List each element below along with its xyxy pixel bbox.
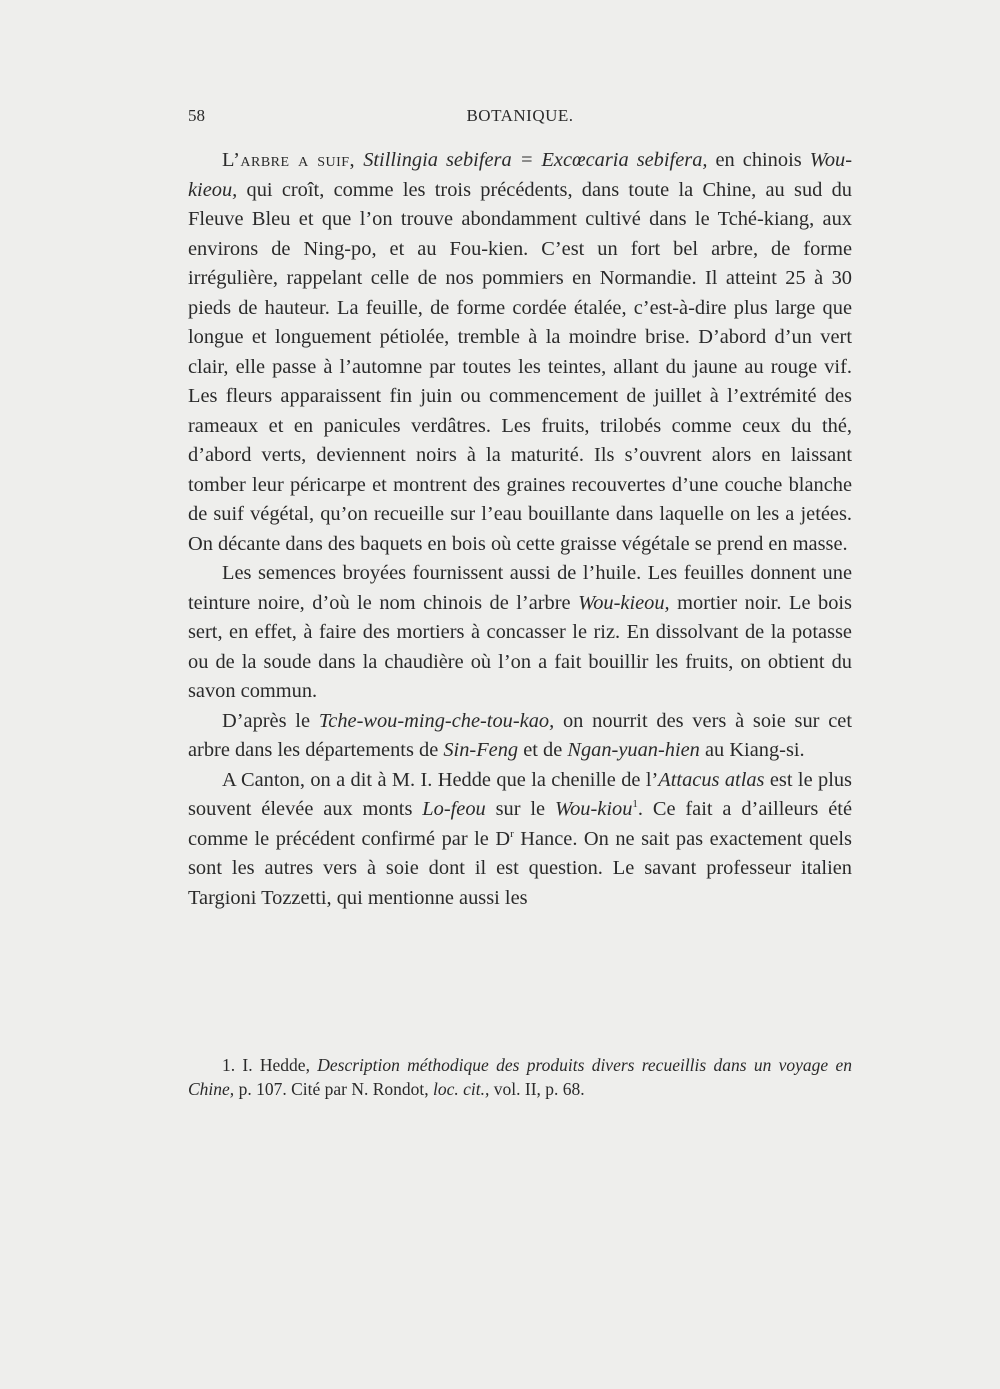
text-run: mortier noir. Le bois sert, en effet, à faire des mortiers à concasser le riz. En dissolvant de la potasse ou de la soude dans la chaudière où l’on a fait bouillir les fruits, on obtient du savon commun. bbox=[188, 591, 852, 702]
text-run: est le plus souvent élevée aux monts bbox=[188, 768, 852, 820]
superscript: r bbox=[510, 827, 514, 840]
italic-text: Sin-Feng bbox=[443, 739, 519, 761]
italic-text: Wou-kiou bbox=[554, 798, 633, 820]
text-run: qui croît, comme les trois précédents, dans toute la Chine, au sud du Fleuve Bleu et que l’on trouve abondamment cultivé dans le Tché-kiang, aux environs de Ning-po, et au Fou-kien. C’est un fort bel arbre, de forme irrégulière, rappelant celle de nos pommiers en Normandie. Il atteint 25 à 30 pieds de hauteur. La feuille, de forme cordée étalée, c’est-à-dire plus large que longue et longuement pétiolée, tremble à la moindre brise. D’abord d’un vert clair, elle passe à l’automne par toutes les teintes, allant du jaune au rouge vif. Les fleurs apparaissent fin juin ou commencement de juillet à l’extrémité des rameaux et en panicules verdâtres. Les fruits, trilobés comme ceux du thé, d’abord verts, deviennent noirs à la maturité. Ils s’ouvrent alors en laissant tomber leur péricarpe et montrent des graines recouvertes d’une couche blanche de suif végétal, qu’on recueille sur l’eau bouillante dans laquelle on les a jetées. On décante dans des baquets en bois où cette graisse végétale se prend en masse. bbox=[188, 178, 852, 555]
text-run: 1. I. Hedde, bbox=[222, 1055, 318, 1075]
italic-text: Wou-kieou, bbox=[188, 149, 852, 201]
text-run: sur le bbox=[485, 798, 555, 820]
paragraph bbox=[188, 707, 852, 766]
body-text bbox=[188, 146, 852, 913]
italic-text: Wou-kieou, bbox=[578, 591, 670, 614]
paragraph bbox=[188, 146, 852, 559]
text-run bbox=[355, 149, 363, 171]
text-run: Les semences broyées fournissent aussi de l’huile. Les feuilles donnent une teinture noire, d’où le nom chinois de l’arbre bbox=[188, 562, 852, 614]
text-run: . Ce fait a d’ailleurs été comme le précédent confirmé par le D bbox=[188, 798, 852, 850]
running-title: BOTANIQUE. bbox=[466, 106, 574, 125]
paragraph bbox=[188, 559, 852, 707]
text-run: D’après le bbox=[222, 709, 319, 732]
text-run: on nourrit des vers à soie sur cet arbre dans les départements de bbox=[188, 709, 853, 761]
text-run: Hance. On ne sait pas exactement quels sont les autres vers à soie dont il est question. Le savant professeur italien Targioni Tozzetti, qui mentionne aussi les bbox=[188, 827, 852, 909]
italic-text: Tche-wou-ming-che-tou-kao, bbox=[318, 709, 555, 732]
lead-smallcaps: L’arbre a suif, bbox=[222, 149, 356, 171]
footnotes bbox=[188, 1053, 852, 1101]
italic-text: Attacus atlas bbox=[658, 768, 765, 791]
text-run: en chinois bbox=[707, 149, 810, 171]
italic-text: Stillingia sebifera = Excœcaria sebifera, bbox=[363, 149, 708, 171]
italic-text: Ngan-yuan-hien bbox=[567, 739, 700, 761]
footnote bbox=[188, 1053, 852, 1101]
text-run: et de bbox=[518, 739, 568, 761]
paragraph bbox=[188, 766, 852, 914]
superscript: 1 bbox=[632, 798, 638, 811]
text-run: A Canton, on a dit à M. I. Hedde que la chenille de l’ bbox=[222, 768, 659, 791]
italic-text: Lo-feou bbox=[422, 798, 486, 820]
italic-text: Description méthodique des produits divers recueillis dans un voyage en Chine, bbox=[188, 1055, 852, 1099]
text-run: au Kiang-si. bbox=[699, 739, 805, 761]
text-run: vol. II, p. 68. bbox=[489, 1079, 585, 1099]
running-head bbox=[188, 106, 852, 134]
page-number: 58 bbox=[188, 106, 205, 125]
text-run: p. 107. Cité par N. Rondot, bbox=[234, 1079, 433, 1099]
italic-text: loc. cit., bbox=[433, 1079, 490, 1099]
